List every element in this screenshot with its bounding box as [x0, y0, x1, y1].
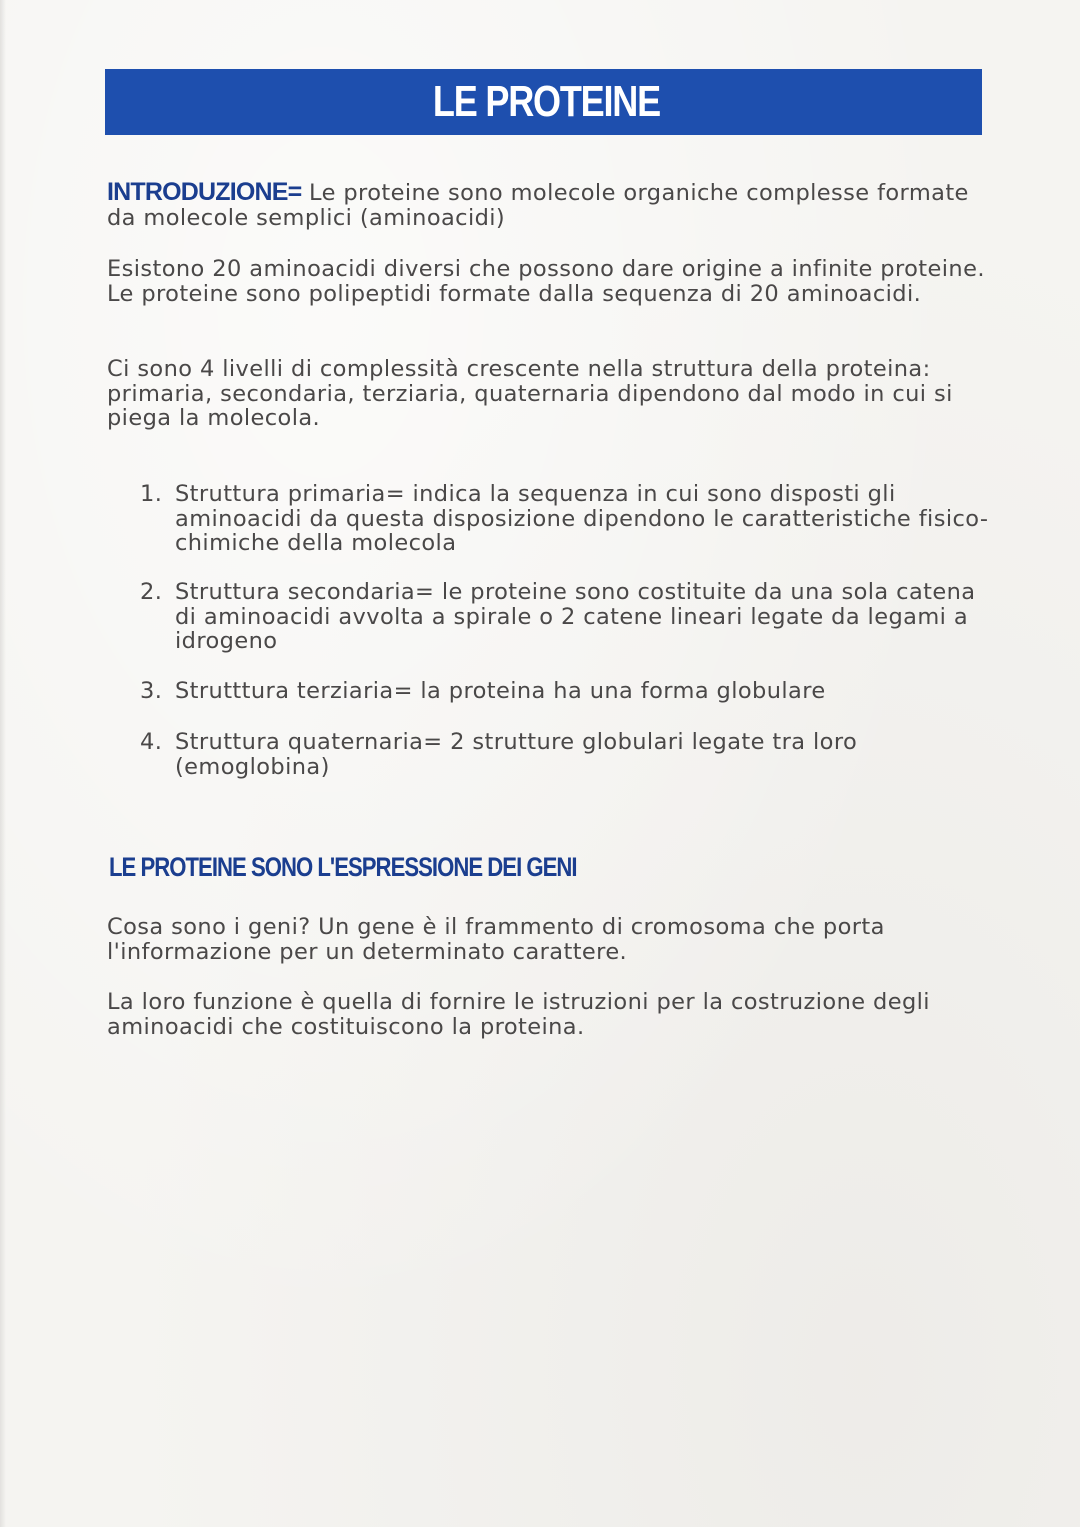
list-item	[140, 730, 990, 779]
list-item-number: 3.	[140, 678, 163, 704]
list-item	[140, 482, 990, 556]
list-item-number: 1.	[140, 481, 163, 507]
list-item	[140, 580, 990, 654]
page-title: LE PROTEINE	[432, 77, 661, 126]
structure-levels-paragraph: Ci sono 4 livelli di complessità crescente nella struttura della proteina: primaria, secondaria, terziaria, quaternaria dipendono dal modo in cui si piega la molecola.	[107, 356, 953, 431]
title-banner	[105, 69, 982, 135]
list-item-text: Struttura primaria= indica la sequenza in cui sono disposti gli aminoacidi da questa disposizione dipendono le caratteristiche fisico-chimiche della molecola	[175, 481, 989, 556]
list-item-number: 2.	[140, 579, 163, 605]
list-item-text: Struttura quaternaria= 2 strutture globulari legate tra loro (emoglobina)	[175, 729, 858, 780]
list-item	[140, 679, 990, 704]
genes-section-heading: LE PROTEINE SONO L'ESPRESSIONE DEI GENI	[109, 852, 577, 882]
list-item-text: Struttura secondaria= le proteine sono costituite da una sola catena di aminoacidi avvolta a spirale o 2 catene lineari legate da legami a idrogeno	[175, 579, 976, 654]
list-item-text: Strutttura terziaria= la proteina ha una forma globulare	[175, 678, 826, 704]
genes-function-paragraph: La loro funzione è quella di fornire le istruzioni per la costruzione degli aminoacidi che costituiscono la proteina.	[107, 989, 930, 1040]
genes-definition-paragraph: Cosa sono i geni? Un gene è il frammento di cromosoma che porta l'informazione per un determinato carattere.	[107, 914, 885, 965]
intro-paragraph	[107, 180, 987, 230]
amino-acids-paragraph: Esistono 20 aminoacidi diversi che possono dare origine a infinite proteine. Le proteine sono polipeptidi formate dalla sequenza di 20 aminoacidi.	[107, 256, 985, 307]
list-item-number: 4.	[140, 729, 163, 755]
paper-edge-shadow	[0, 0, 6, 1527]
intro-text: Le proteine sono molecole organiche complesse formate da molecole semplici (aminoacidi)	[107, 180, 969, 231]
intro-lead: INTRODUZIONE=	[107, 178, 302, 206]
